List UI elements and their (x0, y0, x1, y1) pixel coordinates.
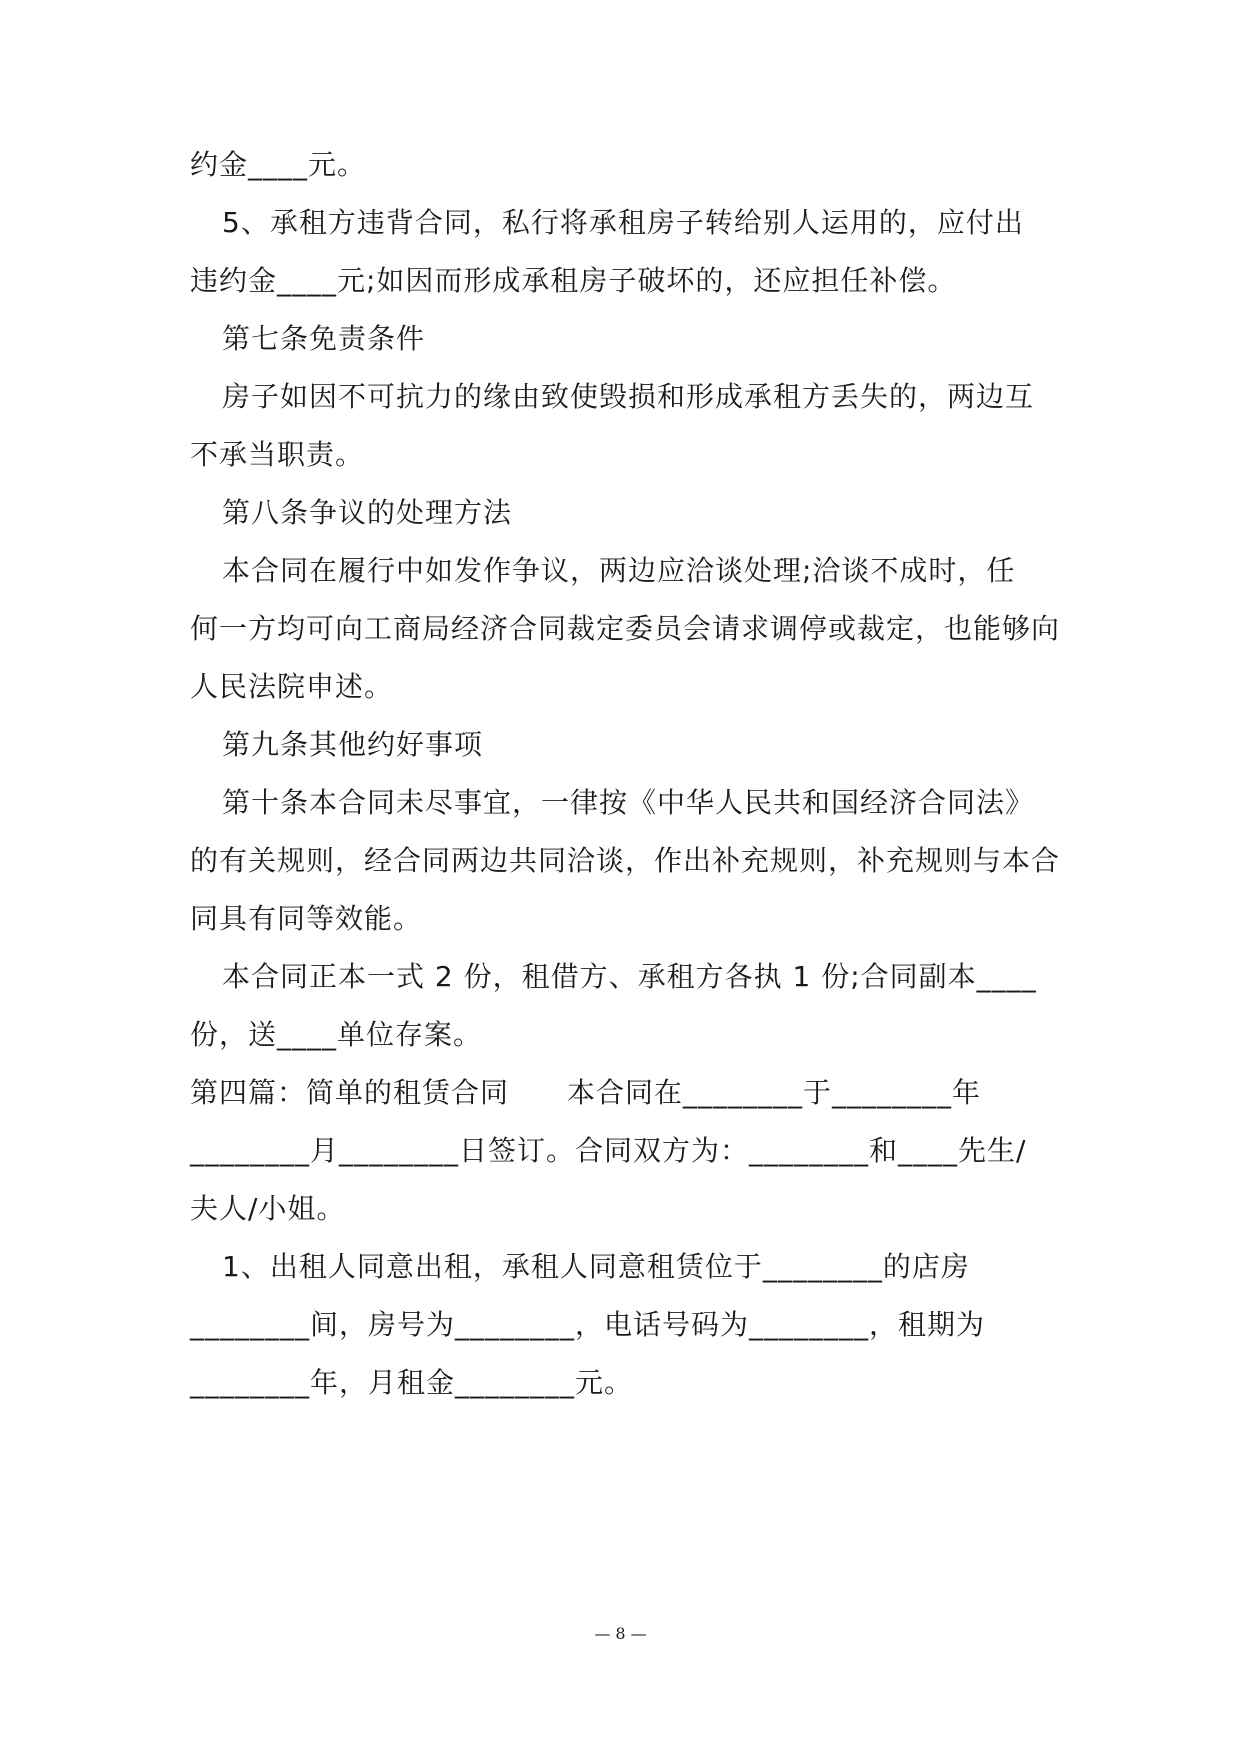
text-line: 何一方均可向工商局经济合同裁定委员会请求调停或裁定，也能够向 (190, 612, 1061, 645)
text-line: 房子如因不可抗力的缘由致使毁损和形成承租方丢失的，两边互 (222, 380, 1035, 413)
text-line: 本合同正本一式 2 份，租借方、承租方各执 1 份;合同副本____ (222, 960, 1037, 993)
page-number: — 8 — (594, 1624, 647, 1643)
text-line: 第十条本合同未尽事宜，一律按《中华人民共和国经济合同法》 (222, 786, 1035, 819)
text-line: ________月________日签订。合同双方为：________和____先生/ (190, 1134, 1027, 1167)
text-line: 1、出租人同意出租，承租人同意租赁位于________的店房 (222, 1250, 970, 1283)
text-line: 同具有同等效能。 (190, 902, 423, 935)
text-line: ________间，房号为________，电话号码为________，租期为 (190, 1308, 986, 1341)
text-line: 第四篇：简单的租赁合同 本合同在________于________年 (190, 1076, 982, 1109)
text-line: 份，送____单位存案。 (190, 1018, 483, 1051)
text-line: 约金____元。 (190, 148, 367, 181)
text-line: 违约金____元;如因而形成承租房子破坏的，还应担任补偿。 (190, 264, 957, 297)
text-line: 夫人/小姐。 (190, 1192, 346, 1225)
text-line: 的有关规则，经合同两边共同洽谈，作出补充规则，补充规则与本合 (190, 844, 1061, 877)
text-line: 5、承租方违背合同，私行将承租房子转给别人运用的，应付出 (222, 206, 1024, 239)
text-line: ________年，月租金________元。 (190, 1366, 634, 1399)
section-heading: 第九条其他约好事项 (222, 728, 484, 761)
text-line: 不承当职责。 (190, 438, 365, 471)
text-line: 本合同在履行中如发作争议，两边应洽谈处理;洽谈不成时，任 (222, 554, 1016, 587)
section-heading: 第八条争议的处理方法 (222, 496, 513, 529)
text-line: 人民法院申述。 (190, 670, 394, 703)
section-heading: 第七条免责条件 (222, 322, 426, 355)
